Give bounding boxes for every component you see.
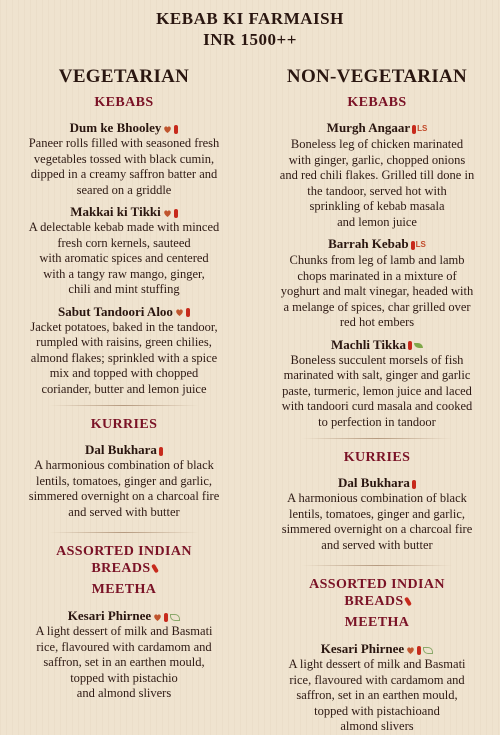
item-name: Murgh Angaar	[326, 120, 411, 135]
chili-icon	[404, 597, 412, 607]
veg-kurries-heading: KURRIES	[90, 417, 158, 432]
nonveg-meetha-heading: MEETHA	[344, 615, 410, 631]
item-description: A harmonious combination of black lentils, tomatoes, ginger and garlic, simmered overnight on a charcoal fire and served with butter	[28, 458, 220, 519]
item-name: Kesari Phirnee	[67, 608, 152, 623]
item-description: A harmonious combination of black lentils, tomatoes, ginger and garlic, simmered overnight on a charcoal fire and served with butter	[281, 491, 473, 552]
nonveg-kurries-heading: KURRIES	[343, 450, 411, 466]
nonveg-title: NON-VEGETARIAN	[286, 66, 468, 87]
chili-icon	[174, 209, 178, 218]
menu-title: KEBAB KI FARMAISH	[156, 9, 344, 28]
item-description: Chunks from leg of lamb and lamb chops marinated in a mixture of yoghurt and malt vinegar, headed with a melange of spices, char grilled over red hot embers	[280, 253, 474, 330]
chili-icon	[417, 646, 421, 655]
veg-icon	[163, 209, 172, 218]
ls-badge: LS	[415, 240, 426, 250]
chili-icon	[159, 447, 163, 456]
nonveg-meetha-item	[264, 641, 490, 735]
item-description: Jacket potatoes, baked in the tandoor, rumpled with raisins, green chilies, almond flakes; sprinkled with a spice mix and topped with chopped coriander, butter and lemon juice	[30, 319, 218, 396]
veg-kebab-item	[12, 204, 236, 298]
item-name: Machli Tikka	[330, 336, 407, 352]
item-description: Boneless succulent morsels of fish marinated with salt, ginger and garlic paste, turmeric, lemon juice and laced with tandoori curd masala and cooked to perfection in tandoor	[281, 352, 473, 429]
item-name: Kesari Phirnee	[320, 641, 405, 657]
menu-price: INR 1500++	[203, 30, 297, 49]
item-description: Paneer rolls filled with seasoned fresh vegetables tossed with black cumin, dipped in a creamy saffron batter and seared on a griddle	[28, 136, 220, 197]
vegetarian-title: VEGETARIAN	[58, 66, 190, 87]
chili-icon	[411, 241, 415, 250]
nonveg-kebab-item	[264, 120, 490, 230]
section-divider	[302, 565, 452, 566]
item-description: A light dessert of milk and Basmati rice, flavoured with cardamom and saffron, set in an earthen mould, topped with pistachio and almond slivers	[35, 624, 213, 700]
chili-icon	[174, 125, 178, 134]
item-name: Sabut Tandoori Aloo	[58, 303, 173, 319]
section-divider	[49, 532, 199, 533]
leaf-outline-icon	[170, 614, 180, 621]
item-name: Dal Bukhara	[338, 475, 410, 491]
item-description: A light dessert of milk and Basmati rice, flavoured with cardamom and saffron, set in an earthen mould, topped with pistachioand almond slivers	[288, 657, 466, 734]
veg-kebab-item	[12, 120, 236, 198]
nonveg-breads-heading: ASSORTED INDIAN BREADS	[309, 577, 445, 610]
item-name: Dum ke Bhooley	[69, 120, 162, 135]
veg-icon	[406, 646, 415, 655]
item-description: A delectable kebab made with minced fresh corn kernels, sauteed with aromatic spices and centered with a tangy raw mango, ginger, chili and mint stuffing	[28, 220, 220, 296]
veg-breads-heading: ASSORTED INDIAN BREADS	[56, 544, 192, 576]
item-name: Makkai ki Tikki	[70, 204, 161, 219]
item-name: Dal Bukhara	[85, 442, 157, 457]
nonveg-kebab-item	[264, 236, 490, 331]
menu-columns	[0, 66, 500, 735]
veg-icon	[163, 125, 172, 134]
nonveg-kebab-item	[264, 337, 490, 431]
chili-icon	[412, 125, 416, 134]
veg-meetha-heading: MEETHA	[91, 582, 157, 597]
chili-icon	[408, 341, 412, 350]
veg-kebabs-heading: KEBABS	[94, 95, 154, 110]
ls-badge: LS	[417, 124, 428, 134]
chili-icon	[412, 480, 416, 489]
veg-kurry-item	[12, 442, 236, 520]
item-description: Boneless leg of chicken marinated with ginger, garlic, chopped onions and red chili flakes. Grilled till done in the tandoor, served hot with sprinkling of kebab masala and lemon juice	[279, 137, 475, 229]
nonveg-kurry-item	[264, 475, 490, 553]
chili-icon	[186, 308, 190, 317]
veg-icon	[175, 308, 184, 317]
veg-icon	[153, 613, 162, 622]
veg-kebab-item	[12, 304, 236, 398]
leaf-outline-icon	[423, 647, 433, 654]
chili-icon	[151, 564, 159, 574]
vegetarian-column	[0, 66, 250, 735]
menu-header	[0, 0, 500, 50]
item-name: Barrah Kebab	[328, 236, 409, 252]
veg-meetha-item	[12, 608, 236, 702]
section-divider	[49, 405, 199, 406]
leaf-icon	[414, 343, 423, 348]
nonveg-kebabs-heading: KEBABS	[347, 95, 407, 110]
chili-icon	[164, 613, 168, 622]
nonveg-column	[250, 66, 500, 735]
section-divider	[302, 438, 452, 439]
